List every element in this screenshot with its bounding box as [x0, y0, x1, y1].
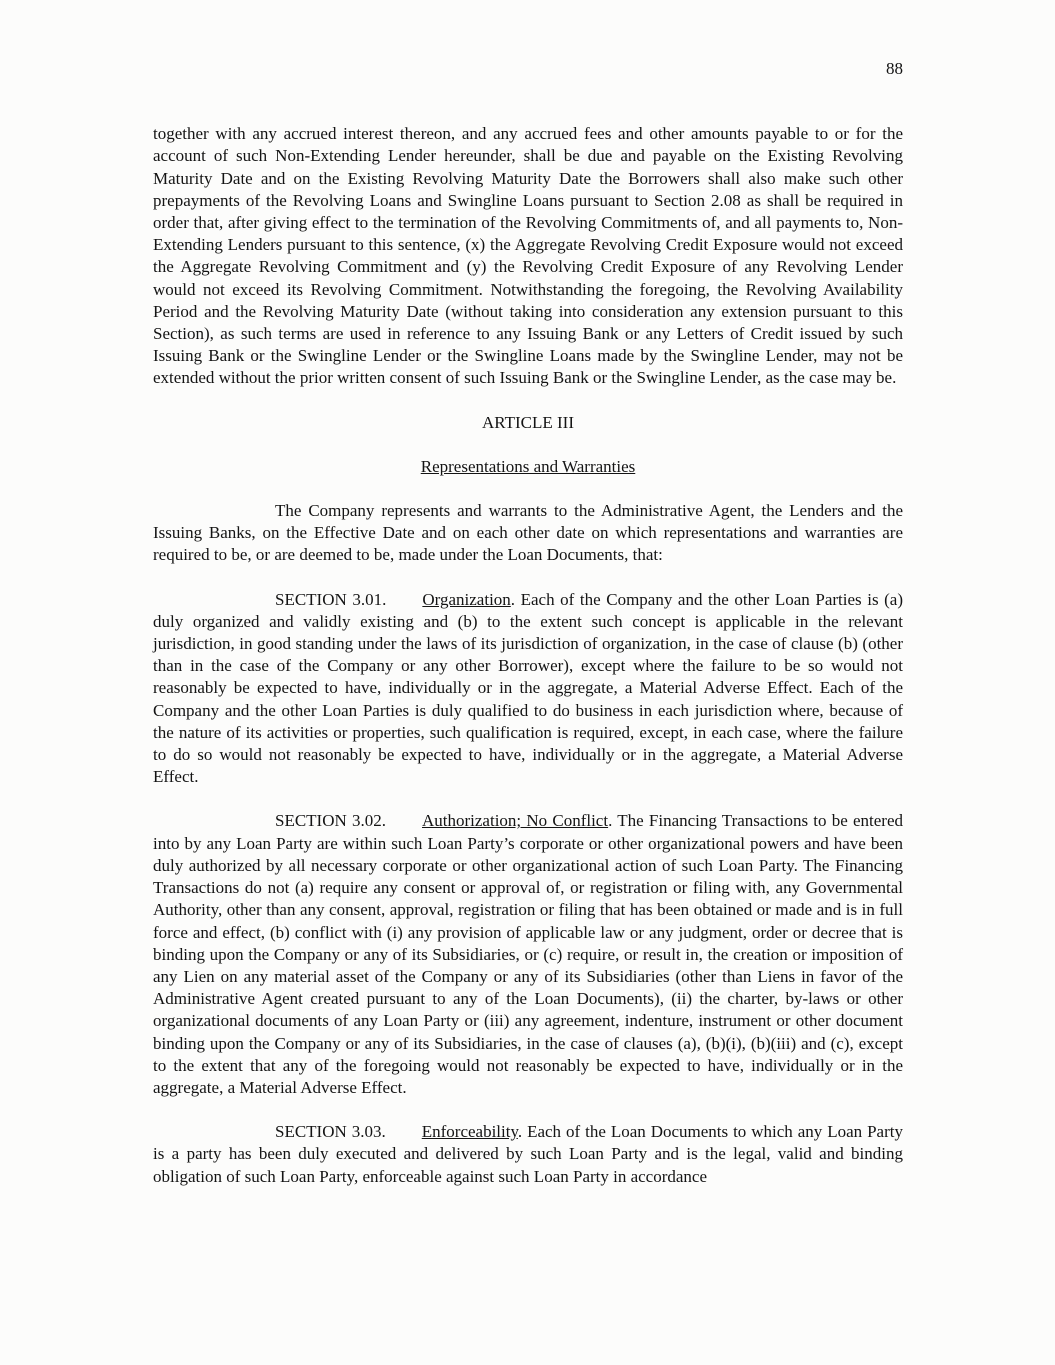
section-3-02-title: Authorization; No Conflict — [422, 811, 609, 831]
section-3-02-paragraph — [153, 810, 903, 1099]
intro-paragraph: The Company represents and warrants to the Administrative Agent, the Lenders and the Issuing Banks, on the Effective Date and on each other date on which representations and warranties are required to be, or are deemed to be, made under the Loan Documents, that: — [153, 501, 903, 565]
section-3-02-label: SECTION 3.02. — [275, 811, 386, 831]
section-3-01-paragraph — [153, 589, 903, 789]
section-3-03-label: SECTION 3.03. — [275, 1122, 386, 1142]
section-3-01-title: Organization — [422, 589, 511, 609]
page-number: 88 — [886, 59, 903, 78]
section-3-03-title: Enforceability — [421, 1122, 518, 1142]
article-subheading-text: Representations and Warranties — [420, 456, 636, 476]
article-subheading — [153, 456, 903, 478]
section-3-03-paragraph — [153, 1121, 903, 1188]
continuation-paragraph: together with any accrued interest thereon, and any accrued fees and other amounts payable to or for the account of such Non-Extending Lender hereunder, shall be due and payable on the Existing Revolving Maturity Date and on the Existing Revolving Maturity Date the Borrowers shall also make such other prepayments of the Revolving Loans and Swingline Loans pursuant to Section 2.08 as shall be required in order that, after giving effect to the termination of the Revolving Commitments of, and all payments to, Non-Extending Lenders pursuant to this sentence, (x) the Aggregate Revolving Credit Exposure would not exceed the Aggregate Revolving Commitment and (y) the Revolving Credit Exposure of any Revolving Lender would not exceed its Revolving Commitment. Notwithstanding the foregoing, the Revolving Availability Period and the Revolving Maturity Date (without taking into consideration any extension pursuant to this Section), as such terms are used in reference to any Issuing Bank or any Letters of Credit issued by such Issuing Bank or the Swingline Lender or the Swingline Loans made by the Swingline Lender, may not be extended without the prior written consent of such Issuing Bank or the Swingline Lender, as the case may be. — [153, 124, 903, 388]
article-heading: ARTICLE III — [482, 412, 574, 432]
section-3-02-body: . The Financing Transactions to be entered into by any Loan Party are within such Loan Party’s corporate or other organizational powers and have been duly authorized by all necessary corporate or other organizational action of such Loan Party. The Financing Transactions do not (a) require any consent or approval of, or registration or filing with, any Governmental Authority, other than any consent, approval, registration or filing that has been obtained or made and is in full force and effect, (b) conflict with (i) any provision of applicable law or any judgment, order or decree that is binding upon the Company or any of its Subsidiaries, or (c) require, or result in, the creation or imposition of any Lien on any material asset of the Company or any of its Subsidiaries (other than Liens in favor of the Administrative Agent created pursuant to any of the Loan Documents), (ii) the charter, by-laws or other organizational documents of any Loan Party or (iii) any agreement, indenture, instrument or other document binding upon the Company or any of its Subsidiaries, in the case of clauses (a), (b)(i), (b)(iii) and (c), except to the extent that any of the foregoing would not reasonably be expected to have, individually or in the aggregate, a Material Adverse Effect. — [153, 811, 903, 1097]
section-3-01-label: SECTION 3.01. — [275, 589, 387, 609]
section-3-03-body: . Each of the Loan Documents to which any Loan Party is a party has been duly executed and delivered by such Loan Party and is the legal, valid and binding obligation of such Loan Party, enforceable against such Loan Party in accordance — [153, 1122, 903, 1186]
section-3-01-body: . Each of the Company and the other Loan Parties is (a) duly organized and validly existing and (b) to the extent such concept is applicable in the relevant jurisdiction, in good standing under the laws of its jurisdiction of organization, in the case of clause (b) (other than in the case of the Company or any other Borrower), except where the failure to be so would not reasonably be expected to have, individually or in the aggregate, a Material Adverse Effect. Each of the Company and the other Loan Parties is duly qualified to do business in each jurisdiction where, because of the nature of its activities or properties, such qualification is required, except, in each case, where the failure to do so would not reasonably be expected to have, individually or in the aggregate, a Material Adverse Effect. — [153, 589, 903, 787]
